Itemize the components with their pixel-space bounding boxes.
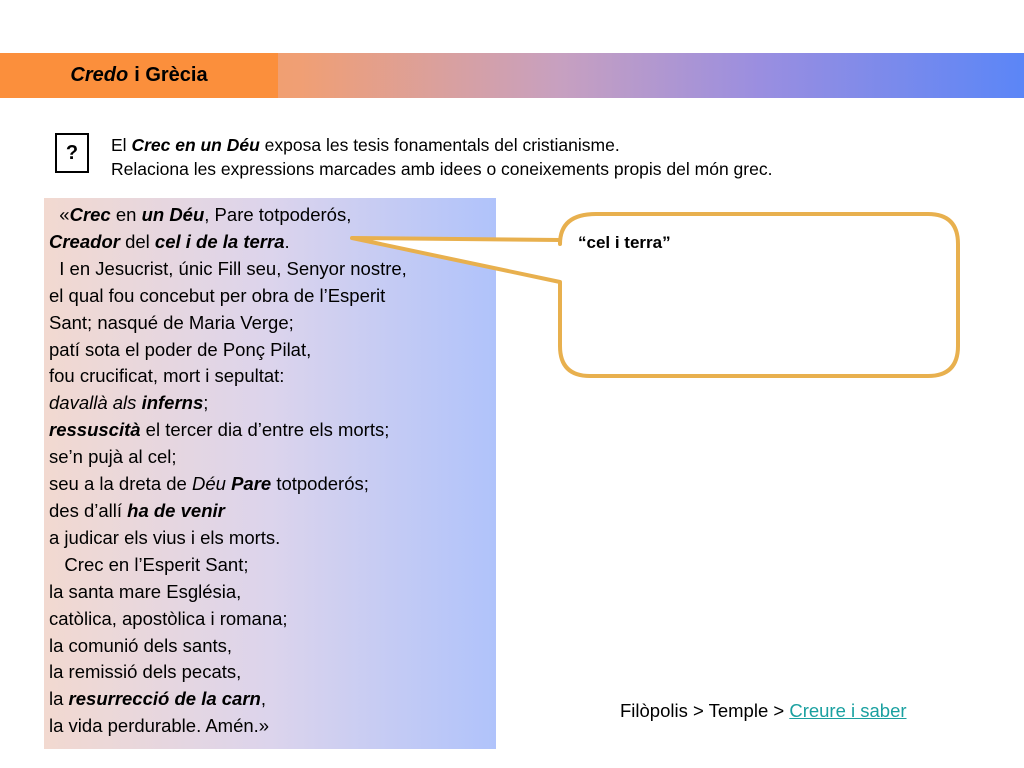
instr-text: El	[111, 135, 132, 155]
creed-line: «Crec en un Déu, Pare totpoderós,	[49, 204, 352, 225]
page-title-italic: Credo	[70, 64, 129, 86]
creed-line: ressuscità el tercer dia d’entre els morts;	[49, 419, 390, 441]
creed-line: el qual fou concebut per obra de l’Esperit	[49, 284, 386, 306]
breadcrumb-link-creure-i-saber[interactable]: Creure i saber	[789, 700, 907, 721]
creed-line: fou crucificat, mort i sepultat:	[49, 365, 285, 387]
marked-expression: un Déu	[141, 204, 205, 225]
creed-line: Creador del cel i de la terra.	[49, 230, 290, 252]
marked-expression: ha de venir	[127, 499, 225, 521]
creed-line: Crec en l’Esperit Sant;	[49, 553, 249, 575]
marked-expression: inferns	[141, 392, 204, 414]
creed-line: la vida perdurable. Amén.»	[49, 715, 270, 737]
creed-line: la resurrecció de la carn,	[49, 688, 266, 710]
page-title-rest: i Grècia	[134, 64, 208, 86]
breadcrumb	[620, 700, 907, 722]
breadcrumb-path: Filòpolis > Temple >	[620, 700, 790, 721]
instructions-line-2: Relaciona les expressions marcades amb idees o coneixements propis del món grec.	[111, 159, 773, 179]
creed-line: patí sota el poder de Ponç Pilat,	[49, 338, 312, 360]
creed-line: la comunió dels sants,	[49, 634, 233, 656]
marked-expression: Pare	[231, 473, 272, 495]
creed-line: se’n pujà al cel;	[49, 446, 177, 468]
creed-line: Sant; nasqué de Maria Verge;	[49, 311, 294, 333]
marked-expression: Creador	[49, 230, 120, 252]
callout-text: “cel i terra”	[578, 233, 671, 252]
creed-line: I en Jesucrist, únic Fill seu, Senyor nostre,	[49, 257, 407, 279]
marked-expression: Crec	[69, 204, 111, 225]
creed-line: la remissió dels pecats,	[49, 661, 242, 683]
marked-expression: resurrecció de la carn	[68, 688, 261, 710]
creed-line: a judicar els vius i els morts.	[49, 526, 281, 548]
question-icon: ?	[55, 133, 89, 173]
instr-text: exposa les tesis fonamentals del cristianisme.	[259, 135, 620, 155]
creed-line: catòlica, apostòlica i romana;	[49, 607, 288, 629]
marked-expression: ressuscità	[49, 419, 141, 441]
creed-line: la santa mare Església,	[49, 580, 242, 602]
instr-emphasis: Crec en un Déu	[131, 135, 260, 155]
creed-line: davallà als inferns;	[49, 392, 209, 414]
creed-line: des d’allí ha de venir	[49, 499, 225, 521]
creed-line: seu a la dreta de Déu Pare totpoderós;	[49, 473, 369, 495]
marked-expression: cel i de la terra	[154, 230, 285, 252]
